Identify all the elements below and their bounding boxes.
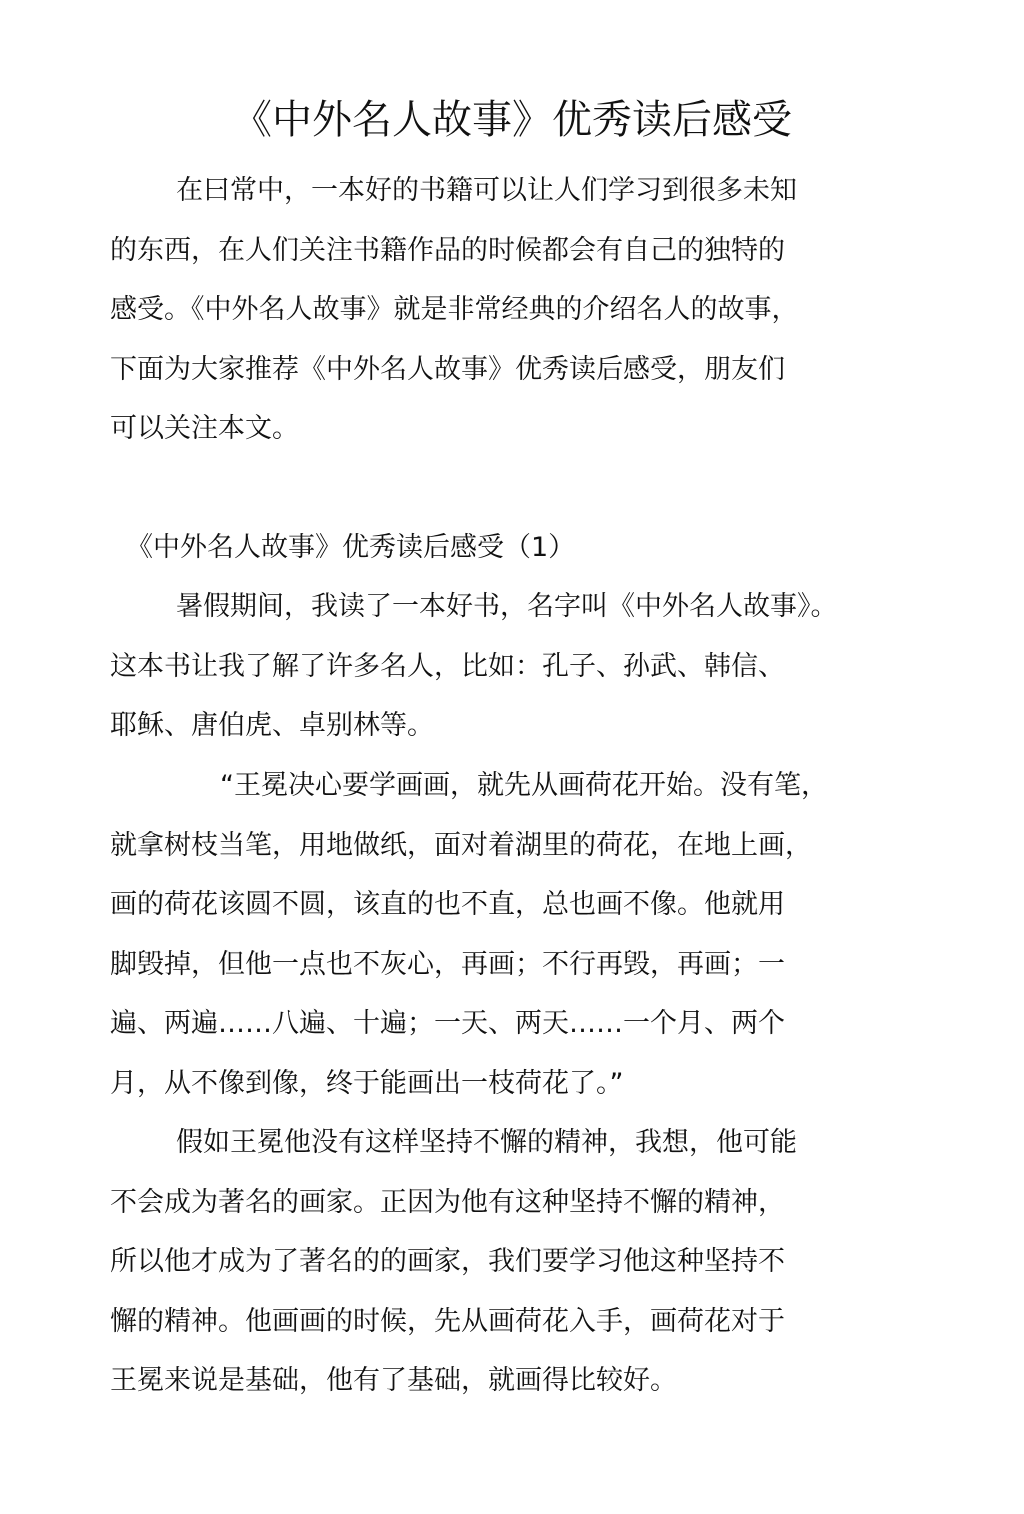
paragraph-line: 假如王冕他没有这样坚持不懈的精神，我想，他可能 (176, 1127, 797, 1158)
intro-line: 的东西，在人们关注书籍作品的时候都会有自己的独特的 (110, 234, 785, 266)
intro-line: 感受。《中外名人故事》就是非常经典的介绍名人的故事， (110, 294, 799, 325)
paragraph-line: “王冕决心要学画画，就先从画荷花开始。没有笔， (220, 770, 828, 801)
paragraph-line: 所以他才成为了著名的的画家，我们要学习他这种坚持不 (110, 1246, 785, 1277)
paragraph-line: 耶稣、唐伯虎、卓别林等。 (110, 710, 434, 741)
intro-line: 可以关注本文。 (110, 413, 299, 444)
paragraph-line: 月，从不像到像，终于能画出一枝荷花了。” (110, 1067, 624, 1099)
paragraph-line: 懈的精神。他画画的时候，先从画荷花入手，画荷花对于 (110, 1305, 785, 1337)
section1-paragraph-1 (110, 577, 838, 756)
intro-line: 下面为大家推荐《中外名人故事》优秀读后感受，朋友们 (110, 353, 785, 385)
section1-paragraph-3 (110, 1113, 797, 1411)
paragraph-line: 不会成为著名的画家。正因为他有这种坚持不懈的精神， (110, 1186, 785, 1218)
section1-quote-paragraph (110, 756, 828, 1113)
paragraph-line: 遍、两遍……八遍、十遍；一天、两天……一个月、两个 (110, 1008, 785, 1039)
paragraph-line: 这本书让我了解了许多名人，比如：孔子、孙武、韩信、 (110, 650, 785, 682)
intro-paragraph (110, 161, 799, 459)
section-heading: 《中外名人故事》优秀读后感受（1） (126, 532, 576, 563)
paragraph-line: 就拿树枝当笔，用地做纸，面对着湖里的荷花，在地上画， (110, 829, 812, 861)
paragraph-line: 画的荷花该圆不圆，该直的也不直，总也画不像。他就用 (110, 889, 785, 920)
paragraph-line: 暑假期间，我读了一本好书，名字叫《中外名人故事》。 (176, 591, 838, 622)
document-title: 《中外名人故事》优秀读后感受 (232, 97, 792, 143)
intro-line: 在曰常中，一本好的书籍可以让人们学习到很多未知 (176, 175, 797, 206)
paragraph-line: 王冕来说是基础，他有了基础，就画得比较好。 (110, 1365, 677, 1396)
paragraph-line: 脚毁掉，但他一点也不灰心，再画；不行再毁，再画；一 (110, 948, 785, 980)
